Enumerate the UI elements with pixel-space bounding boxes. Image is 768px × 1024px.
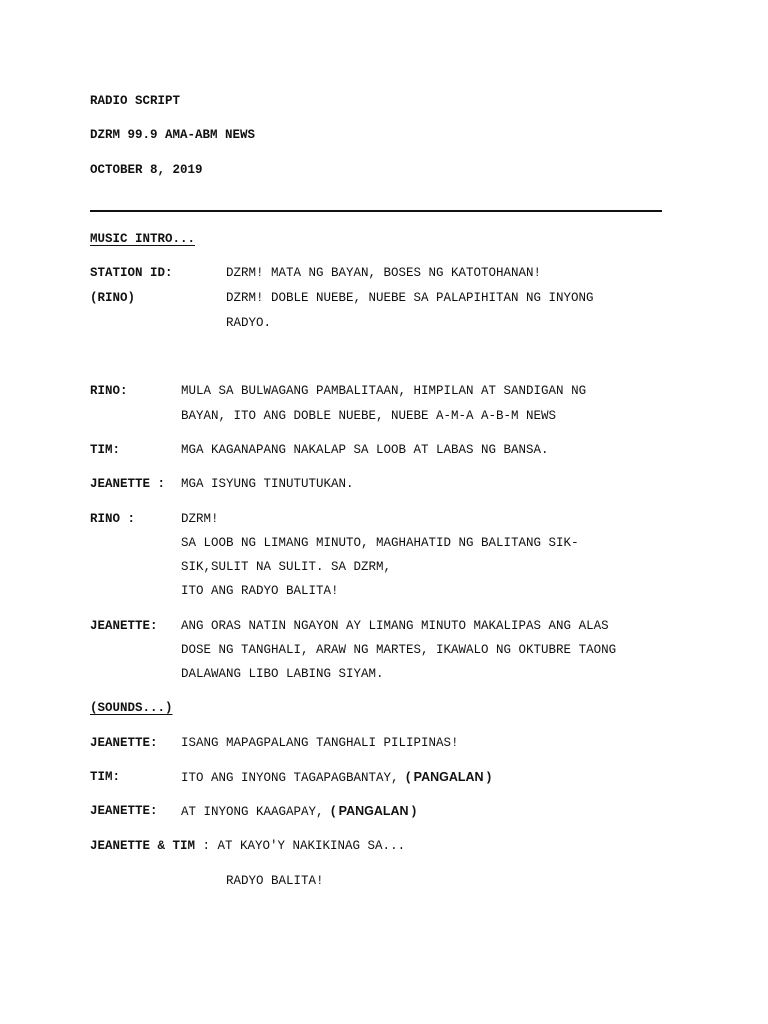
music-intro-cue: MUSIC INTRO... <box>90 232 196 246</box>
header-divider <box>90 210 662 212</box>
dialogue-line: DALAWANG LIBO LABING SIYAM. <box>181 667 384 681</box>
dialogue-line: MULA SA BULWAGANG PAMBALITAAN, HIMPILAN AT SANDIGAN NG <box>181 384 587 398</box>
speaker-label: JEANETTE: <box>90 804 158 818</box>
dialogue-line: BAYAN, ITO ANG DOBLE NUEBE, NUEBE A-M-A A-B-M NEWS <box>181 409 557 423</box>
dialogue-line: ANG ORAS NATIN NGAYON AY LIMANG MINUTO MAKALIPAS ANG ALAS <box>181 619 609 633</box>
dialogue-text: : AT KAYO'Y NAKIKINAG SA... <box>195 839 406 853</box>
dialogue-line: MGA KAGANAPANG NAKALAP SA LOOB AT LABAS NG BANSA. <box>181 443 549 457</box>
dialogue-text: ITO ANG INYONG TAGAPAGBANTAY, <box>181 771 407 785</box>
name-placeholder: ( PANGALAN ) <box>331 804 417 818</box>
dialogue-line <box>181 803 416 820</box>
closing-line: RADYO BALITA! <box>226 874 324 888</box>
station-id-line: RADYO. <box>226 316 272 330</box>
document-title: RADIO SCRIPT <box>90 94 181 108</box>
dialogue-line: MGA ISYUNG TINUTUTUKAN. <box>181 477 354 491</box>
name-placeholder: ( PANGALAN ) <box>406 770 492 784</box>
dialogue-line: DZRM! <box>181 512 219 526</box>
sounds-cue: (SOUNDS...) <box>90 701 173 715</box>
speaker-label: RINO : <box>90 512 136 526</box>
dialogue-line: ITO ANG RADYO BALITA! <box>181 584 339 598</box>
station-id-speaker: (RINO) <box>90 291 136 305</box>
speaker-label: TIM: <box>90 443 121 457</box>
speaker-label: JEANETTE: <box>90 619 158 633</box>
speaker-label: JEANETTE: <box>90 736 158 750</box>
dialogue-line: SIK,SULIT NA SULIT. SA DZRM, <box>181 560 392 574</box>
dialogue-line: SA LOOB NG LIMANG MINUTO, MAGHAHATID NG BALITANG SIK- <box>181 536 579 550</box>
dialogue-line: ISANG MAPAGPALANG TANGHALI PILIPINAS! <box>181 736 459 750</box>
speaker-label: JEANETTE & TIM <box>90 839 196 853</box>
speaker-label: TIM: <box>90 770 121 784</box>
dialogue-line <box>181 769 491 786</box>
dialogue-line <box>90 838 405 854</box>
document-date: OCTOBER 8, 2019 <box>90 163 203 177</box>
station-id-label: STATION ID: <box>90 266 173 280</box>
station-id-line: DZRM! DOBLE NUEBE, NUEBE SA PALAPIHITAN NG INYONG <box>226 291 594 305</box>
dialogue-line: DOSE NG TANGHALI, ARAW NG MARTES, IKAWALO NG OKTUBRE TAONG <box>181 643 617 657</box>
station-name: DZRM 99.9 AMA-ABM NEWS <box>90 128 256 142</box>
speaker-label: RINO: <box>90 384 128 398</box>
dialogue-text: AT INYONG KAAGAPAY, <box>181 805 332 819</box>
speaker-label: JEANETTE : <box>90 477 166 491</box>
station-id-line: DZRM! MATA NG BAYAN, BOSES NG KATOTOHANAN! <box>226 266 542 280</box>
